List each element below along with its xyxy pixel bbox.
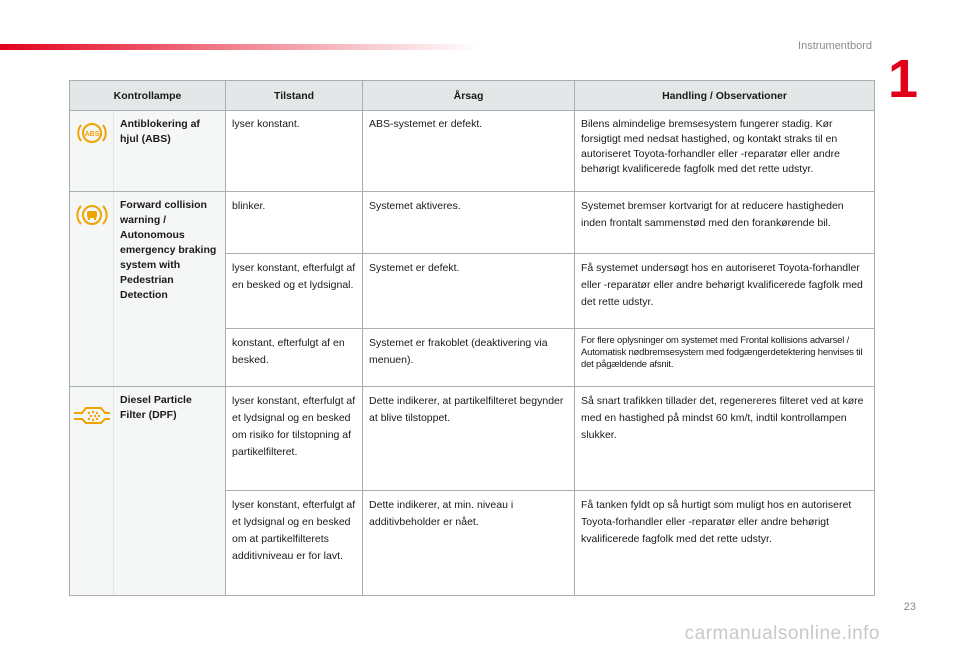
column-header-cause: Årsag [363,81,575,111]
section-title: Instrumentbord [798,40,872,52]
cause-cell: Dette indikerer, at partikelfilteret begynder at blive tilstoppet. [363,387,575,491]
state-cell: lyser konstant, efterfulgt af et lydsignal og en besked om at partikelfilterets additivniveau er for lavt. [226,491,363,596]
lamp-name: Antiblokering af hjul (ABS) [114,111,226,192]
action-cell: Få systemet undersøgt hos en autoriseret Toyota-forhandler eller -reparatør eller andre behørigt kvalificerede fagfolk med det rette udstyr. [575,254,875,329]
warning-lamp-table [69,80,875,596]
lamp-icon-cell [70,387,114,596]
table-row [70,192,875,254]
cause-cell: Systemet er defekt. [363,254,575,329]
cause-cell: ABS-systemet er defekt. [363,111,575,192]
table-header-row [70,81,875,111]
table-row [70,387,875,491]
column-header-lamp: Kontrollampe [70,81,226,111]
watermark: carmanualsonline.info [684,623,880,644]
action-cell: For flere oplysninger om systemet med Frontal kollisions advarsel / Automatisk nødbremsesystem med fodgængerdetektering henvises til det pågældende afsnit. [575,329,875,387]
chapter-number: 1 [887,49,918,109]
abs-warning-icon [77,121,107,150]
action-cell: Bilens almindelige bremsesystem fungerer stadig. Kør forsigtigt med nedsat hastighed, og kontakt straks til en autoriseret Toyota-forhandler eller -reparatør eller andre behørigt kvalificerede fagfolk med det rette udstyr. [575,111,875,192]
cause-cell: Systemet er frakoblet (deaktivering via menuen). [363,329,575,387]
column-header-state: Tilstand [226,81,363,111]
lamp-name: Diesel Particle Filter (DPF) [114,387,226,596]
cause-cell: Systemet aktiveres. [363,192,575,254]
page-number: 23 [903,601,916,613]
state-cell: blinker. [226,192,363,254]
diesel-particle-filter-icon [73,405,111,430]
lamp-icon-cell [70,111,114,192]
action-cell: Få tanken fyldt op så hurtigt som muligt hos en autoriseret Toyota-forhandler eller -reparatør eller andre behørigt kvalificerede fagfolk med det rette udstyr. [575,491,875,596]
header-accent-bar [0,44,480,50]
state-cell: lyser konstant, efterfulgt af et lydsignal og en besked om risiko for tilstopning af partikelfilteret. [226,387,363,491]
action-cell: Så snart trafikken tillader det, regenereres filteret ved at køre med en hastighed på mindst 60 km/t, indtil kontrollampen slukker. [575,387,875,491]
cause-cell: Dette indikerer, at min. niveau i additivbeholder er nået. [363,491,575,596]
column-header-action: Handling / Observationer [575,81,875,111]
action-cell: Systemet bremser kortvarigt for at reducere hastigheden inden frontalt sammenstød med den forankørende bil. [575,192,875,254]
lamp-name: Forward collision warning / Autonomous emergency braking system with Pedestrian Detection [114,192,226,387]
forward-collision-warning-icon [76,202,108,233]
lamp-icon-cell [70,192,114,387]
svg-text:ABS: ABS [84,131,99,138]
state-cell: konstant, efterfulgt af en besked. [226,329,363,387]
state-cell: lyser konstant, efterfulgt af en besked og et lydsignal. [226,254,363,329]
table-row [70,111,875,192]
state-cell: lyser konstant. [226,111,363,192]
